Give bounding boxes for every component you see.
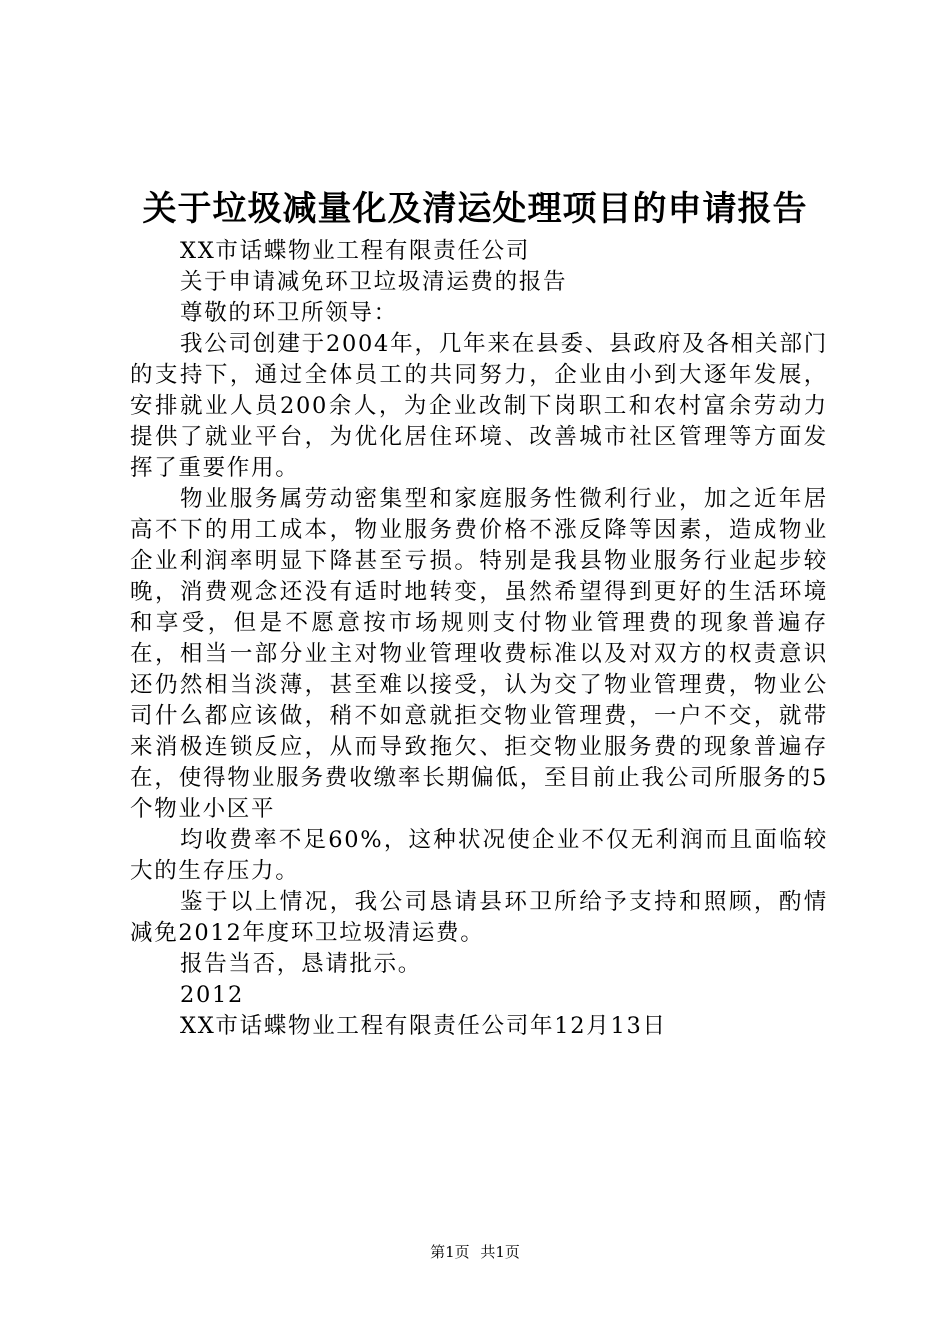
company-line: XX市话蝶物业工程有限责任公司 xyxy=(180,238,531,264)
salutation: 尊敬的环卫所领导： xyxy=(180,300,398,326)
subject-line: 关于申请减免环卫垃圾清运费的报告 xyxy=(180,269,568,295)
page-total: 共1页 xyxy=(480,1243,520,1261)
paragraph-fee-rate: 均收费率不足60%，这种状况使企业不仅无利润而且面临较大的生存压力。 xyxy=(130,827,828,884)
year-line: 2012 xyxy=(180,982,245,1008)
page-footer xyxy=(0,1241,950,1263)
document-body xyxy=(130,236,828,1042)
paragraph-founding: 我公司创建于2004年，几年来在县委、县政府及各相关部门的支持下，通过全体员工的共同努力，企业由小到大逐年发展，安排就业人员200余人，为企业改制下岗职工和农村富余劳动力提供了就业平台，为优化居住环境、改善城市社区管理等方面发挥了重要作用。 xyxy=(130,331,828,481)
paragraph-industry: 物业服务属劳动密集型和家庭服务性微利行业，加之近年居高不下的用工成本，物业服务费价格不涨反降等因素，造成物业企业利润率明显下降甚至亏损。特别是我县物业服务行业起步较晚，消费观念还没有适时地转变，虽然希望得到更好的生活环境和享受，但是不愿意按市场规则支付物业管理费的现象普遍存在，相当一部分业主对物业管理收费标准以及对双方的权责意识还仍然相当淡薄，甚至难以接受，认为交了物业管理费，物业公司什么都应该做，稍不如意就拒交物业管理费，一户不交，就带来消极连锁反应，从而导致拖欠、拒交物业服务费的现象普遍存在，使得物业服务费收缴率长期偏低，至目前止我公司所服务的5个物业小区平 xyxy=(130,486,828,822)
paragraph-request: 鉴于以上情况，我公司恳请县环卫所给予支持和照顾，酌情减免2012年度环卫垃圾清运费。 xyxy=(130,889,828,946)
signature-line: XX市话蝶物业工程有限责任公司年12月13日 xyxy=(180,1013,667,1039)
document-title: 关于垃圾减量化及清运处理项目的申请报告 xyxy=(142,189,808,229)
page-number: 第1页 xyxy=(430,1243,470,1261)
closing-line: 报告当否，恳请批示。 xyxy=(180,951,423,977)
